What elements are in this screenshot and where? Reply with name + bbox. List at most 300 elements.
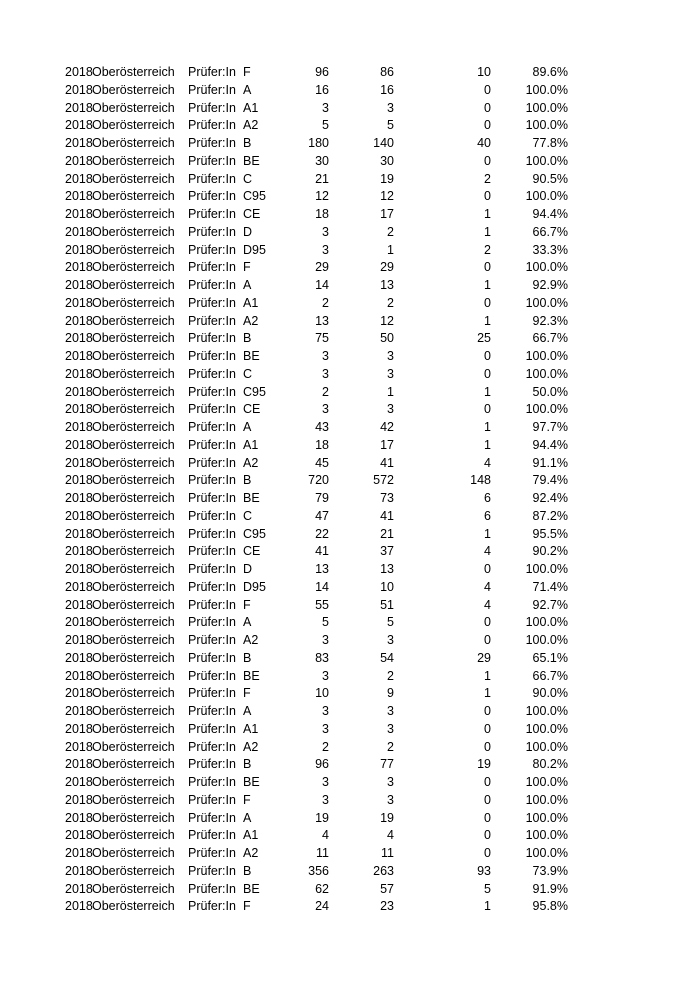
passed-cell: 51 bbox=[380, 597, 394, 612]
role-cell: Prüfer:In bbox=[188, 331, 236, 346]
pass-rate-cell: 100.0% bbox=[525, 295, 568, 310]
region-cell: Oberösterreich bbox=[92, 899, 175, 914]
failed-cell: 0 bbox=[484, 721, 491, 736]
failed-cell: 5 bbox=[484, 881, 491, 896]
total-cell: 3 bbox=[322, 366, 329, 381]
year-cell: 2018 bbox=[65, 579, 93, 594]
failed-cell: 0 bbox=[484, 810, 491, 825]
table-row bbox=[0, 614, 700, 632]
region-cell: Oberösterreich bbox=[92, 153, 175, 168]
table-row bbox=[0, 348, 700, 366]
license-class-cell: D bbox=[243, 224, 253, 239]
license-class-cell: BE bbox=[243, 668, 260, 683]
year-cell: 2018 bbox=[65, 224, 93, 239]
role-cell: Prüfer:In bbox=[188, 136, 236, 150]
region-cell: Oberösterreich bbox=[92, 863, 175, 878]
passed-cell: 2 bbox=[387, 224, 394, 239]
pass-rate-cell: 66.7% bbox=[532, 668, 568, 683]
license-class-cell: D95 bbox=[243, 579, 266, 594]
year-cell: 2018 bbox=[65, 899, 93, 914]
total-cell: 2 bbox=[322, 384, 329, 399]
passed-cell: 16 bbox=[380, 82, 394, 97]
pass-rate-cell: 97.7% bbox=[532, 420, 568, 434]
role-cell: Prüfer:In bbox=[188, 846, 236, 860]
license-class-cell: C bbox=[243, 171, 253, 186]
role-cell: Prüfer:In bbox=[188, 65, 236, 79]
license-class-cell: B bbox=[243, 650, 252, 665]
passed-cell: 13 bbox=[380, 562, 394, 576]
year-cell: 2018 bbox=[65, 207, 93, 221]
pass-rate-cell: 100.0% bbox=[525, 721, 568, 736]
role-cell: Prüfer:In bbox=[188, 260, 236, 275]
table-row bbox=[0, 330, 700, 348]
passed-cell: 3 bbox=[387, 633, 394, 647]
year-cell: 2018 bbox=[65, 792, 93, 807]
pass-rate-cell: 100.0% bbox=[525, 792, 568, 807]
total-cell: 16 bbox=[315, 82, 329, 97]
license-class-cell: C bbox=[243, 508, 253, 523]
failed-cell: 1 bbox=[484, 668, 491, 683]
passed-cell: 3 bbox=[387, 704, 394, 718]
region-cell: Oberösterreich bbox=[92, 455, 175, 470]
total-cell: 3 bbox=[322, 402, 329, 417]
failed-cell: 1 bbox=[484, 224, 491, 239]
total-cell: 11 bbox=[316, 846, 329, 860]
year-cell: 2018 bbox=[65, 260, 93, 275]
pass-rate-cell: 92.4% bbox=[532, 491, 568, 505]
failed-cell: 1 bbox=[484, 526, 491, 541]
license-class-cell: C95 bbox=[243, 526, 266, 541]
passed-cell: 3 bbox=[387, 402, 394, 417]
license-class-cell: A1 bbox=[243, 828, 259, 843]
failed-cell: 0 bbox=[484, 828, 491, 843]
region-cell: Oberösterreich bbox=[92, 313, 175, 328]
failed-cell: 0 bbox=[484, 633, 491, 647]
role-cell: Prüfer:In bbox=[188, 349, 236, 363]
year-cell: 2018 bbox=[65, 881, 93, 896]
total-cell: 180 bbox=[308, 136, 329, 150]
pass-rate-cell: 90.0% bbox=[532, 686, 568, 701]
table-row bbox=[0, 472, 700, 490]
pass-rate-cell: 100.0% bbox=[525, 82, 568, 97]
license-class-cell: BE bbox=[243, 349, 260, 363]
total-cell: 30 bbox=[315, 153, 329, 168]
year-cell: 2018 bbox=[65, 544, 93, 559]
spreadsheet-table bbox=[0, 64, 700, 916]
passed-cell: 140 bbox=[373, 136, 394, 150]
passed-cell: 572 bbox=[373, 473, 394, 488]
license-class-cell: B bbox=[243, 863, 252, 878]
region-cell: Oberösterreich bbox=[92, 739, 175, 754]
total-cell: 96 bbox=[315, 65, 329, 79]
total-cell: 96 bbox=[315, 757, 329, 772]
failed-cell: 0 bbox=[484, 260, 491, 275]
license-class-cell: B bbox=[243, 136, 252, 150]
failed-cell: 0 bbox=[484, 366, 491, 381]
pass-rate-cell: 87.2% bbox=[532, 508, 568, 523]
table-row bbox=[0, 526, 700, 544]
passed-cell: 12 bbox=[380, 313, 394, 328]
region-cell: Oberösterreich bbox=[92, 508, 175, 523]
failed-cell: 0 bbox=[484, 118, 491, 133]
pass-rate-cell: 100.0% bbox=[525, 349, 568, 363]
region-cell: Oberösterreich bbox=[92, 366, 175, 381]
table-row bbox=[0, 401, 700, 419]
table-row bbox=[0, 739, 700, 757]
failed-cell: 4 bbox=[484, 579, 491, 594]
pass-rate-cell: 50.0% bbox=[532, 384, 568, 399]
passed-cell: 2 bbox=[387, 668, 394, 683]
region-cell: Oberösterreich bbox=[92, 792, 175, 807]
pass-rate-cell: 65.1% bbox=[532, 650, 568, 665]
passed-cell: 86 bbox=[380, 65, 394, 79]
license-class-cell: F bbox=[243, 899, 251, 914]
pass-rate-cell: 100.0% bbox=[525, 615, 568, 630]
license-class-cell: F bbox=[243, 686, 251, 701]
table-row bbox=[0, 171, 700, 189]
pass-rate-cell: 80.2% bbox=[532, 757, 568, 772]
region-cell: Oberösterreich bbox=[92, 579, 175, 594]
region-cell: Oberösterreich bbox=[92, 615, 175, 630]
pass-rate-cell: 33.3% bbox=[532, 242, 568, 257]
role-cell: Prüfer:In bbox=[188, 455, 236, 470]
license-class-cell: CE bbox=[243, 402, 261, 417]
year-cell: 2018 bbox=[65, 615, 93, 630]
total-cell: 47 bbox=[315, 508, 329, 523]
passed-cell: 11 bbox=[381, 846, 394, 860]
year-cell: 2018 bbox=[65, 455, 93, 470]
region-cell: Oberösterreich bbox=[92, 544, 175, 559]
total-cell: 3 bbox=[322, 704, 329, 718]
license-class-cell: A2 bbox=[243, 118, 259, 133]
failed-cell: 0 bbox=[484, 100, 491, 115]
failed-cell: 2 bbox=[484, 171, 491, 186]
table-row bbox=[0, 384, 700, 402]
region-cell: Oberösterreich bbox=[92, 295, 175, 310]
pass-rate-cell: 94.4% bbox=[532, 207, 568, 221]
pass-rate-cell: 100.0% bbox=[525, 189, 568, 204]
total-cell: 55 bbox=[315, 597, 329, 612]
region-cell: Oberösterreich bbox=[92, 473, 175, 488]
failed-cell: 4 bbox=[484, 455, 491, 470]
region-cell: Oberösterreich bbox=[92, 278, 175, 292]
year-cell: 2018 bbox=[65, 437, 93, 452]
table-row bbox=[0, 827, 700, 845]
year-cell: 2018 bbox=[65, 402, 93, 417]
role-cell: Prüfer:In bbox=[188, 420, 236, 434]
region-cell: Oberösterreich bbox=[92, 828, 175, 843]
failed-cell: 4 bbox=[484, 544, 491, 559]
year-cell: 2018 bbox=[65, 704, 93, 718]
passed-cell: 41 bbox=[380, 508, 394, 523]
license-class-cell: BE bbox=[243, 491, 260, 505]
year-cell: 2018 bbox=[65, 349, 93, 363]
pass-rate-cell: 73.9% bbox=[532, 863, 568, 878]
region-cell: Oberösterreich bbox=[92, 242, 175, 257]
region-cell: Oberösterreich bbox=[92, 224, 175, 239]
table-row bbox=[0, 366, 700, 384]
pass-rate-cell: 100.0% bbox=[525, 562, 568, 576]
table-row bbox=[0, 117, 700, 135]
year-cell: 2018 bbox=[65, 153, 93, 168]
role-cell: Prüfer:In bbox=[188, 757, 236, 772]
license-class-cell: D95 bbox=[243, 242, 266, 257]
role-cell: Prüfer:In bbox=[188, 118, 236, 133]
license-class-cell: A1 bbox=[243, 721, 259, 736]
passed-cell: 5 bbox=[387, 118, 394, 133]
failed-cell: 25 bbox=[477, 331, 491, 346]
role-cell: Prüfer:In bbox=[188, 899, 236, 914]
role-cell: Prüfer:In bbox=[188, 437, 236, 452]
passed-cell: 3 bbox=[387, 366, 394, 381]
role-cell: Prüfer:In bbox=[188, 189, 236, 204]
table-row bbox=[0, 508, 700, 526]
table-row bbox=[0, 206, 700, 224]
total-cell: 3 bbox=[322, 242, 329, 257]
role-cell: Prüfer:In bbox=[188, 491, 236, 505]
total-cell: 13 bbox=[315, 313, 329, 328]
license-class-cell: BE bbox=[243, 153, 260, 168]
year-cell: 2018 bbox=[65, 828, 93, 843]
role-cell: Prüfer:In bbox=[188, 82, 236, 97]
total-cell: 3 bbox=[322, 100, 329, 115]
region-cell: Oberösterreich bbox=[92, 686, 175, 701]
total-cell: 5 bbox=[322, 118, 329, 133]
license-class-cell: F bbox=[243, 65, 251, 79]
role-cell: Prüfer:In bbox=[188, 384, 236, 399]
passed-cell: 41 bbox=[380, 455, 394, 470]
region-cell: Oberösterreich bbox=[92, 207, 175, 221]
pass-rate-cell: 77.8% bbox=[532, 136, 568, 150]
passed-cell: 13 bbox=[380, 278, 394, 292]
year-cell: 2018 bbox=[65, 739, 93, 754]
table-row bbox=[0, 774, 700, 792]
failed-cell: 93 bbox=[477, 863, 491, 878]
table-row bbox=[0, 313, 700, 331]
total-cell: 356 bbox=[308, 863, 329, 878]
total-cell: 3 bbox=[322, 224, 329, 239]
failed-cell: 0 bbox=[484, 189, 491, 204]
pass-rate-cell: 66.7% bbox=[532, 331, 568, 346]
table-row bbox=[0, 632, 700, 650]
region-cell: Oberösterreich bbox=[92, 437, 175, 452]
total-cell: 21 bbox=[315, 171, 329, 186]
passed-cell: 263 bbox=[373, 863, 394, 878]
license-class-cell: CE bbox=[243, 207, 261, 221]
role-cell: Prüfer:In bbox=[188, 171, 236, 186]
total-cell: 18 bbox=[315, 437, 329, 452]
failed-cell: 1 bbox=[484, 437, 491, 452]
failed-cell: 0 bbox=[484, 739, 491, 754]
region-cell: Oberösterreich bbox=[92, 775, 175, 789]
year-cell: 2018 bbox=[65, 526, 93, 541]
failed-cell: 1 bbox=[484, 278, 491, 292]
license-class-cell: B bbox=[243, 757, 252, 772]
license-class-cell: A bbox=[243, 810, 252, 825]
total-cell: 10 bbox=[315, 686, 329, 701]
year-cell: 2018 bbox=[65, 650, 93, 665]
passed-cell: 57 bbox=[380, 881, 394, 896]
role-cell: Prüfer:In bbox=[188, 508, 236, 523]
role-cell: Prüfer:In bbox=[188, 863, 236, 878]
failed-cell: 0 bbox=[484, 402, 491, 417]
region-cell: Oberösterreich bbox=[92, 402, 175, 417]
passed-cell: 19 bbox=[380, 810, 394, 825]
total-cell: 2 bbox=[322, 295, 329, 310]
failed-cell: 1 bbox=[484, 384, 491, 399]
region-cell: Oberösterreich bbox=[92, 881, 175, 896]
license-class-cell: A2 bbox=[243, 455, 259, 470]
license-class-cell: A1 bbox=[243, 437, 259, 452]
failed-cell: 0 bbox=[484, 615, 491, 630]
year-cell: 2018 bbox=[65, 597, 93, 612]
total-cell: 720 bbox=[308, 473, 329, 488]
pass-rate-cell: 91.9% bbox=[532, 881, 568, 896]
passed-cell: 54 bbox=[380, 650, 394, 665]
pass-rate-cell: 100.0% bbox=[525, 846, 568, 860]
role-cell: Prüfer:In bbox=[188, 615, 236, 630]
passed-cell: 1 bbox=[387, 242, 394, 257]
passed-cell: 1 bbox=[387, 384, 394, 399]
passed-cell: 73 bbox=[380, 491, 394, 505]
table-row bbox=[0, 437, 700, 455]
pass-rate-cell: 100.0% bbox=[525, 739, 568, 754]
total-cell: 62 bbox=[315, 881, 329, 896]
role-cell: Prüfer:In bbox=[188, 739, 236, 754]
pass-rate-cell: 100.0% bbox=[525, 260, 568, 275]
year-cell: 2018 bbox=[65, 384, 93, 399]
pass-rate-cell: 100.0% bbox=[525, 775, 568, 789]
failed-cell: 0 bbox=[484, 562, 491, 576]
role-cell: Prüfer:In bbox=[188, 313, 236, 328]
region-cell: Oberösterreich bbox=[92, 118, 175, 133]
pass-rate-cell: 92.9% bbox=[532, 278, 568, 292]
role-cell: Prüfer:In bbox=[188, 650, 236, 665]
table-row bbox=[0, 64, 700, 82]
region-cell: Oberösterreich bbox=[92, 65, 175, 79]
role-cell: Prüfer:In bbox=[188, 366, 236, 381]
total-cell: 29 bbox=[315, 260, 329, 275]
total-cell: 83 bbox=[315, 650, 329, 665]
passed-cell: 2 bbox=[387, 295, 394, 310]
table-row bbox=[0, 703, 700, 721]
region-cell: Oberösterreich bbox=[92, 757, 175, 772]
passed-cell: 3 bbox=[387, 775, 394, 789]
year-cell: 2018 bbox=[65, 278, 93, 292]
role-cell: Prüfer:In bbox=[188, 633, 236, 647]
region-cell: Oberösterreich bbox=[92, 171, 175, 186]
region-cell: Oberösterreich bbox=[92, 349, 175, 363]
total-cell: 4 bbox=[322, 828, 329, 843]
year-cell: 2018 bbox=[65, 100, 93, 115]
license-class-cell: A bbox=[243, 278, 252, 292]
pass-rate-cell: 95.5% bbox=[532, 526, 568, 541]
passed-cell: 10 bbox=[380, 579, 394, 594]
table-row bbox=[0, 242, 700, 260]
total-cell: 19 bbox=[315, 810, 329, 825]
role-cell: Prüfer:In bbox=[188, 775, 236, 789]
region-cell: Oberösterreich bbox=[92, 136, 175, 150]
year-cell: 2018 bbox=[65, 863, 93, 878]
year-cell: 2018 bbox=[65, 65, 93, 79]
role-cell: Prüfer:In bbox=[188, 721, 236, 736]
failed-cell: 0 bbox=[484, 792, 491, 807]
failed-cell: 10 bbox=[477, 65, 491, 79]
pass-rate-cell: 100.0% bbox=[525, 828, 568, 843]
license-class-cell: A2 bbox=[243, 846, 259, 860]
role-cell: Prüfer:In bbox=[188, 810, 236, 825]
year-cell: 2018 bbox=[65, 686, 93, 701]
role-cell: Prüfer:In bbox=[188, 207, 236, 221]
region-cell: Oberösterreich bbox=[92, 597, 175, 612]
region-cell: Oberösterreich bbox=[92, 650, 175, 665]
region-cell: Oberösterreich bbox=[92, 384, 175, 399]
passed-cell: 3 bbox=[387, 721, 394, 736]
passed-cell: 12 bbox=[380, 189, 394, 204]
region-cell: Oberösterreich bbox=[92, 704, 175, 718]
table-row bbox=[0, 153, 700, 171]
license-class-cell: CE bbox=[243, 544, 261, 559]
pass-rate-cell: 100.0% bbox=[525, 633, 568, 647]
role-cell: Prüfer:In bbox=[188, 402, 236, 417]
pass-rate-cell: 90.5% bbox=[532, 171, 568, 186]
pass-rate-cell: 94.4% bbox=[532, 437, 568, 452]
failed-cell: 40 bbox=[477, 136, 491, 150]
role-cell: Prüfer:In bbox=[188, 828, 236, 843]
role-cell: Prüfer:In bbox=[188, 544, 236, 559]
role-cell: Prüfer:In bbox=[188, 295, 236, 310]
license-class-cell: A bbox=[243, 420, 252, 434]
license-class-cell: A bbox=[243, 615, 252, 630]
license-class-cell: F bbox=[243, 792, 251, 807]
total-cell: 3 bbox=[322, 668, 329, 683]
table-row bbox=[0, 561, 700, 579]
license-class-cell: C bbox=[243, 366, 253, 381]
license-class-cell: A2 bbox=[243, 633, 259, 647]
region-cell: Oberösterreich bbox=[92, 260, 175, 275]
total-cell: 14 bbox=[315, 579, 329, 594]
year-cell: 2018 bbox=[65, 775, 93, 789]
region-cell: Oberösterreich bbox=[92, 100, 175, 115]
license-class-cell: A bbox=[243, 82, 252, 97]
role-cell: Prüfer:In bbox=[188, 579, 236, 594]
table-row bbox=[0, 898, 700, 916]
year-cell: 2018 bbox=[65, 313, 93, 328]
year-cell: 2018 bbox=[65, 420, 93, 434]
pass-rate-cell: 90.2% bbox=[532, 544, 568, 559]
pass-rate-cell: 66.7% bbox=[532, 224, 568, 239]
table-row bbox=[0, 863, 700, 881]
failed-cell: 0 bbox=[484, 704, 491, 718]
role-cell: Prüfer:In bbox=[188, 792, 236, 807]
table-row bbox=[0, 543, 700, 561]
total-cell: 45 bbox=[315, 455, 329, 470]
pass-rate-cell: 100.0% bbox=[525, 402, 568, 417]
pass-rate-cell: 91.1% bbox=[532, 455, 568, 470]
role-cell: Prüfer:In bbox=[188, 881, 236, 896]
role-cell: Prüfer:In bbox=[188, 153, 236, 168]
table-row bbox=[0, 579, 700, 597]
region-cell: Oberösterreich bbox=[92, 846, 175, 860]
table-row bbox=[0, 135, 700, 153]
passed-cell: 2 bbox=[387, 739, 394, 754]
passed-cell: 42 bbox=[380, 420, 394, 434]
pass-rate-cell: 100.0% bbox=[525, 153, 568, 168]
failed-cell: 29 bbox=[477, 650, 491, 665]
table-row bbox=[0, 845, 700, 863]
failed-cell: 2 bbox=[484, 242, 491, 257]
role-cell: Prüfer:In bbox=[188, 597, 236, 612]
